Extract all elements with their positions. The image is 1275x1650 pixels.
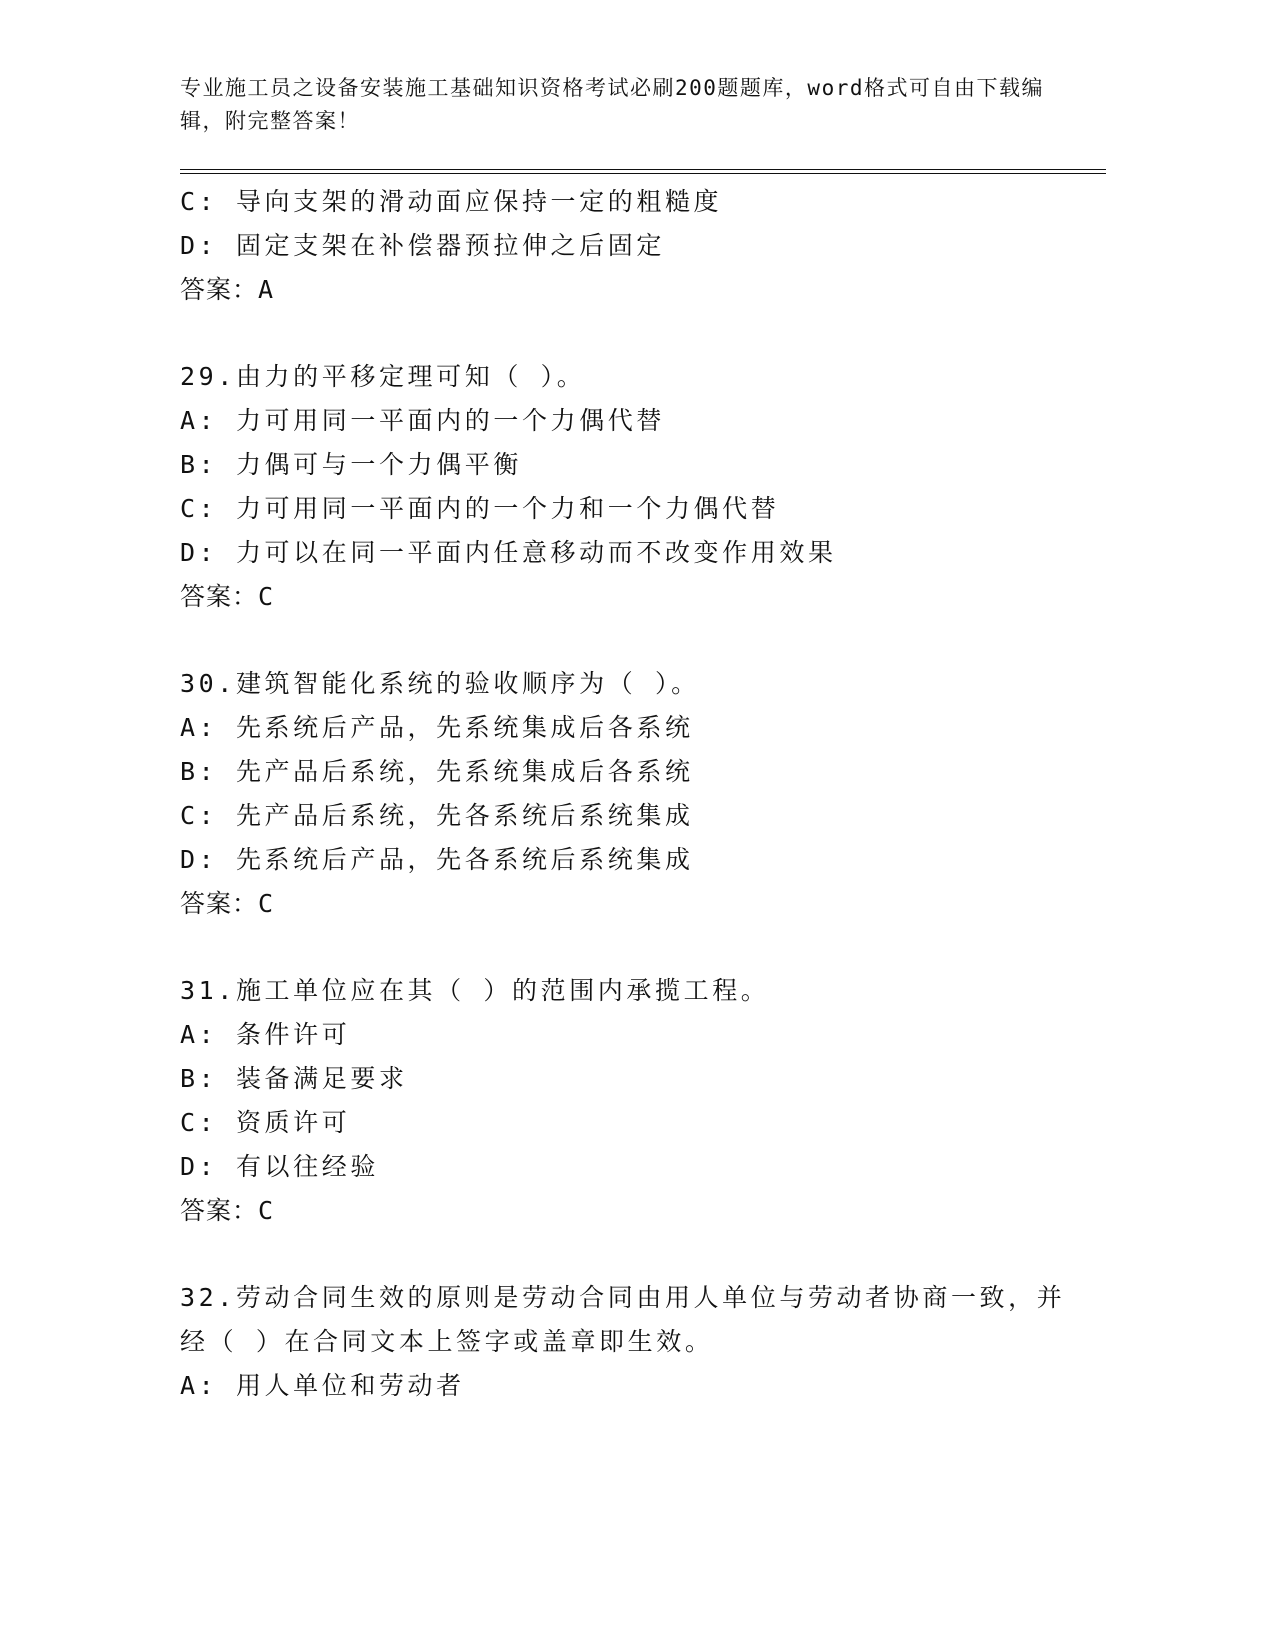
question-stem: 32.劳动合同生效的原则是劳动合同由用人单位与劳动者协商一致，并经（ ）在合同文本上签字或盖章即生效。	[180, 1283, 1066, 1356]
document-header: 专业施工员之设备安装施工基础知识资格考试必刷200题题库，word格式可自由下载编辑，附完整答案！	[180, 76, 1044, 133]
question-stem: 29.由力的平移定理可知（ ）。	[180, 362, 586, 391]
option-b: B: 先产品后系统，先系统集成后各系统	[180, 757, 694, 786]
option-c: C: 先产品后系统，先各系统后系统集成	[180, 801, 694, 830]
question-stem: 31.施工单位应在其（ ）的范围内承揽工程。	[180, 976, 770, 1005]
option-d: D: 有以往经验	[180, 1152, 379, 1181]
answer-line: 答案：A	[180, 275, 275, 304]
answer-line: 答案：C	[180, 1196, 275, 1225]
answer-line: 答案：C	[180, 582, 275, 611]
option-a: A: 用人单位和劳动者	[180, 1371, 465, 1400]
question-stem: 30.建筑智能化系统的验收顺序为（ ）。	[180, 669, 700, 698]
option-d: D: 力可以在同一平面内任意移动而不改变作用效果	[180, 538, 837, 567]
option-b: B: 力偶可与一个力偶平衡	[180, 450, 522, 479]
option-c: C: 资质许可	[180, 1108, 351, 1137]
question-29	[180, 355, 1080, 619]
option-a: A: 条件许可	[180, 1020, 351, 1049]
option-c: C: 力可用同一平面内的一个力和一个力偶代替	[180, 494, 780, 523]
header-rule-bottom	[180, 173, 1106, 174]
option-c: C: 导向支架的滑动面应保持一定的粗糙度	[180, 187, 723, 216]
question-32	[180, 1276, 1080, 1408]
option-d: D: 先系统后产品，先各系统后系统集成	[180, 845, 694, 874]
question-content	[180, 180, 1080, 1408]
option-a: A: 先系统后产品，先系统集成后各系统	[180, 713, 694, 742]
header-rule-top	[180, 169, 1106, 170]
question-31	[180, 969, 1080, 1233]
question-30	[180, 662, 1080, 926]
option-a: A: 力可用同一平面内的一个力偶代替	[180, 406, 665, 435]
option-b: B: 装备满足要求	[180, 1064, 408, 1093]
option-d: D: 固定支架在补偿器预拉伸之后固定	[180, 231, 665, 260]
answer-line: 答案：C	[180, 889, 275, 918]
